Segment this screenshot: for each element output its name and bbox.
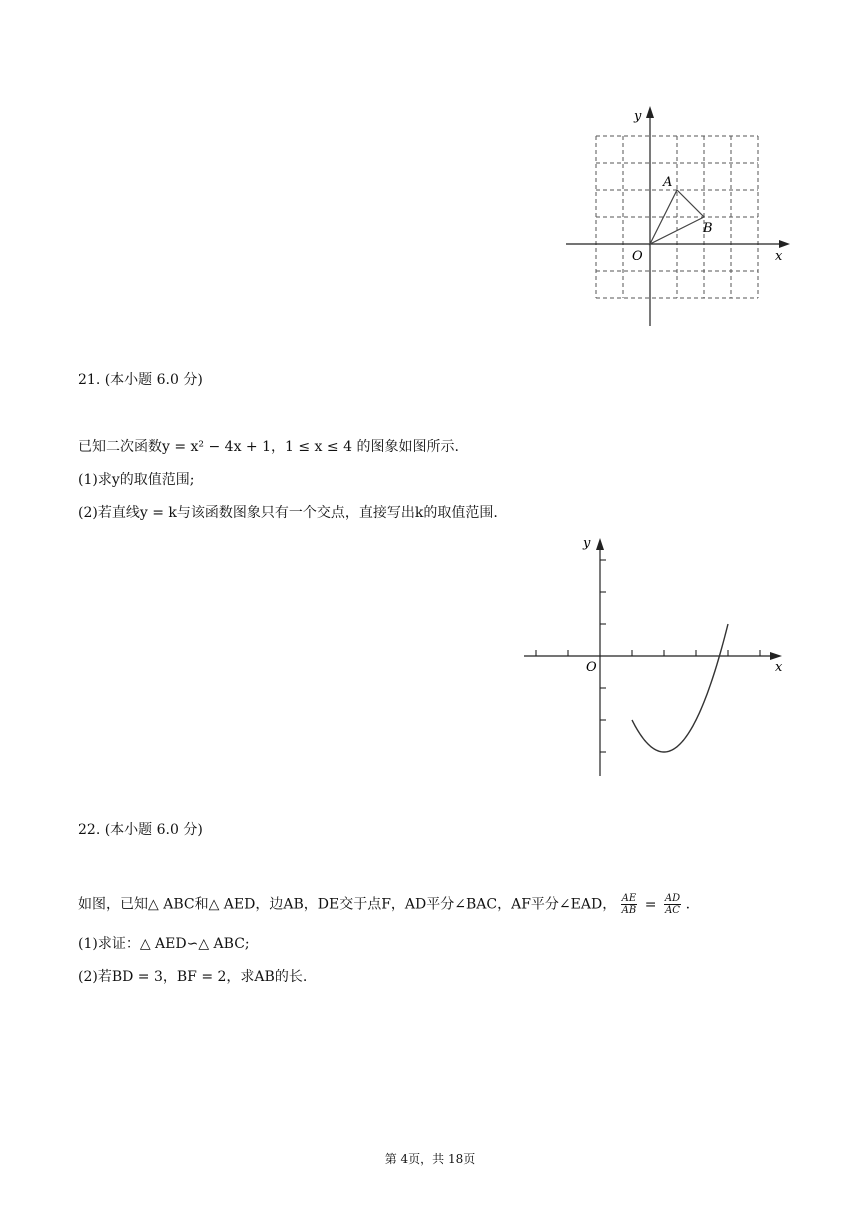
page-footer: 第 4页，共 18页 (384, 1152, 476, 1166)
point-b-label: B (703, 221, 713, 236)
figure-triangle-grid (560, 100, 800, 332)
parabola-curve (632, 624, 728, 752)
fraction-denominator: AC (665, 905, 680, 916)
fraction-ad-ac (664, 893, 681, 916)
x-axis-arrow (770, 652, 782, 660)
point-a-label: A (663, 175, 673, 190)
fraction-denominator: AB (621, 905, 637, 916)
x-axis-arrow (779, 240, 790, 248)
fraction-numerator: AD (664, 893, 681, 904)
q22-heading: 22. (本小题 6.0 分) (78, 822, 203, 838)
equals-sign: = (644, 896, 657, 913)
fraction-ae-ab (621, 893, 638, 916)
y-axis-arrow (646, 106, 654, 118)
y-axis-label: y (634, 109, 642, 124)
q22-stem-line (78, 893, 690, 916)
figure-parabola (520, 530, 790, 780)
q22-part1: (1)求证：△ AED∽△ ABC; (78, 936, 250, 952)
q22-stem: 如图，已知△ ABC和△ AED，边AB，DE交于点F，AD平分∠BAC，AF平分∠EAD， (78, 896, 617, 913)
stem-period: . (685, 896, 691, 913)
q21-part1: (1)求y的取值范围; (78, 472, 195, 488)
q22-part2: (2)若BD = 3，BF = 2，求AB的长. (78, 969, 308, 985)
origin-label: O (586, 660, 597, 675)
x-axis-label: x (775, 660, 783, 675)
q21-heading: 21. (本小题 6.0 分) (78, 372, 203, 388)
q21-part2: (2)若直线y = k与该函数图象只有一个交点，直接写出k的取值范围. (78, 505, 498, 521)
origin-label: O (632, 249, 643, 264)
dashed-grid (596, 136, 758, 298)
x-axis-label: x (775, 249, 783, 264)
y-axis-arrow (596, 538, 604, 550)
q21-stem: 已知二次函数y = x² − 4x + 1，1 ≤ x ≤ 4 的图象如图所示. (78, 439, 459, 455)
y-axis-label: y (583, 536, 591, 551)
fraction-numerator: AE (621, 893, 637, 904)
